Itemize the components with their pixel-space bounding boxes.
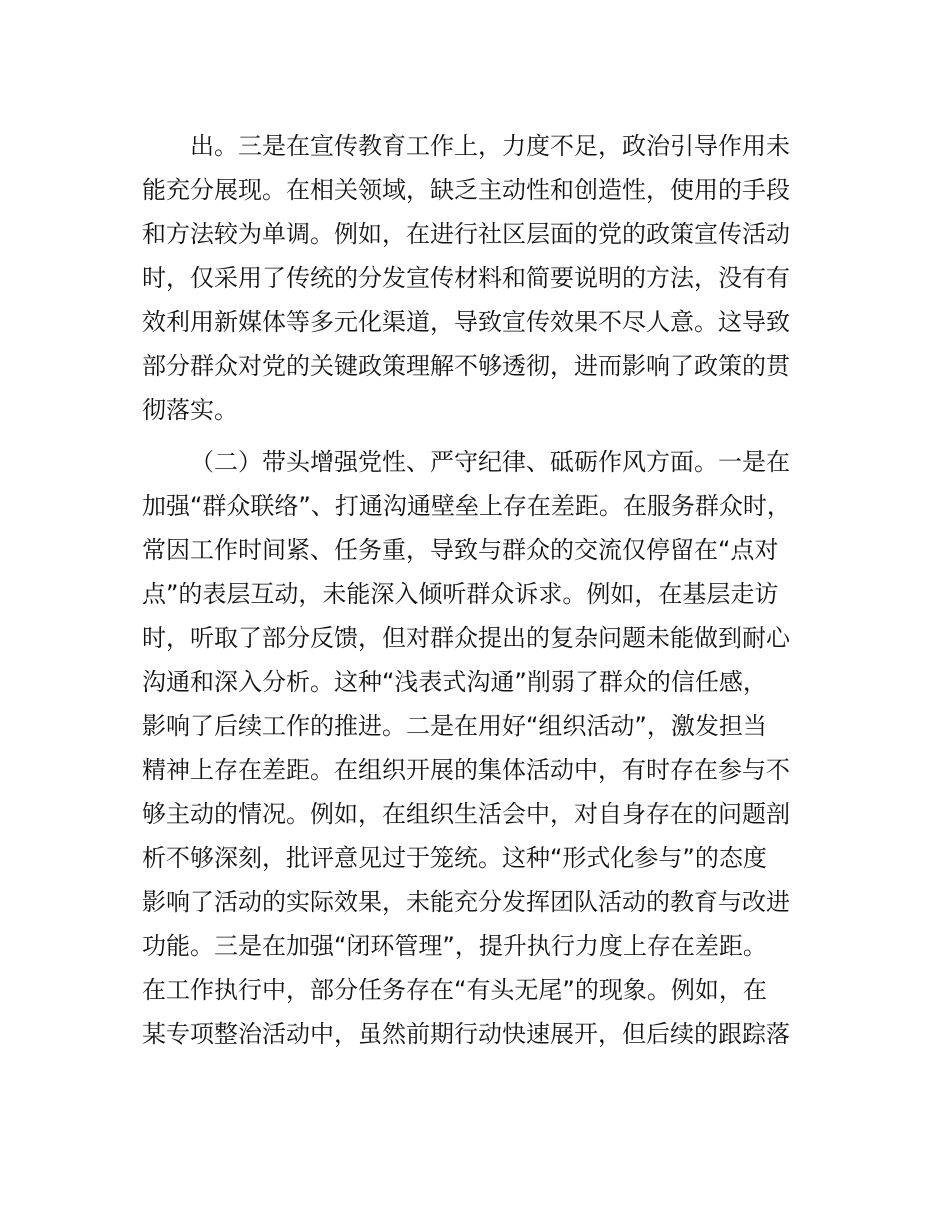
text-line: 部分群众对党的关键政策理解不够透彻，进而影响了政策的贯 xyxy=(142,352,790,380)
paragraph-1 xyxy=(142,124,832,432)
text-line: 析不够深刻，批评意见过于笼统。这种“形式化参与”的态度 xyxy=(142,844,767,872)
text-line: 影响了后续工作的推进。二是在用好“组织活动”，激发担当 xyxy=(142,712,767,740)
text-line: 出。三是在宣传教育工作上，力度不足，政治引导作用未 xyxy=(190,132,790,160)
text-line: 点”的表层互动，未能深入倾听群众诉求。例如，在基层走访 xyxy=(142,580,779,608)
text-line: （二）带头增强党性、严守纪律、砥砺作风方面。一是在 xyxy=(190,448,790,476)
paragraph-gap xyxy=(142,432,832,440)
text-line: 沟通和深入分析。这种“浅表式沟通”削弱了群众的信任感， xyxy=(142,668,767,696)
text-line: 时，仅采用了传统的分发宣传材料和简要说明的方法，没有有 xyxy=(142,264,790,292)
text-line: 效利用新媒体等多元化渠道，导致宣传效果不尽人意。这导致 xyxy=(142,308,790,336)
text-line: 和方法较为单调。例如，在进行社区层面的党的政策宣传活动 xyxy=(142,220,790,248)
text-line: 在工作执行中，部分任务存在“有头无尾”的现象。例如，在 xyxy=(142,976,767,1004)
text-line: 影响了活动的实际效果，未能充分发挥团队活动的教育与改进 xyxy=(142,888,790,916)
text-line: 能充分展现。在相关领域，缺乏主动性和创造性，使用的手段 xyxy=(142,176,790,204)
text-line: 时，听取了部分反馈，但对群众提出的复杂问题未能做到耐心 xyxy=(142,624,790,652)
text-line: 常因工作时间紧、任务重，导致与群众的交流仅停留在“点对 xyxy=(142,536,779,564)
text-line: 某专项整治活动中，虽然前期行动快速展开，但后续的跟踪落 xyxy=(142,1020,790,1048)
document-body xyxy=(142,124,832,1056)
paragraph-2 xyxy=(142,440,832,1056)
text-line: 加强“群众联络”、打通沟通壁垒上存在差距。在服务群众时， xyxy=(142,492,791,520)
text-line: 彻落实。 xyxy=(142,396,238,424)
text-line: 功能。三是在加强“闭环管理”，提升执行力度上存在差距。 xyxy=(142,932,767,960)
text-line: 精神上存在差距。在组织开展的集体活动中，有时存在参与不 xyxy=(142,756,790,784)
text-line: 够主动的情况。例如，在组织生活会中，对自身存在的问题剖 xyxy=(142,800,790,828)
